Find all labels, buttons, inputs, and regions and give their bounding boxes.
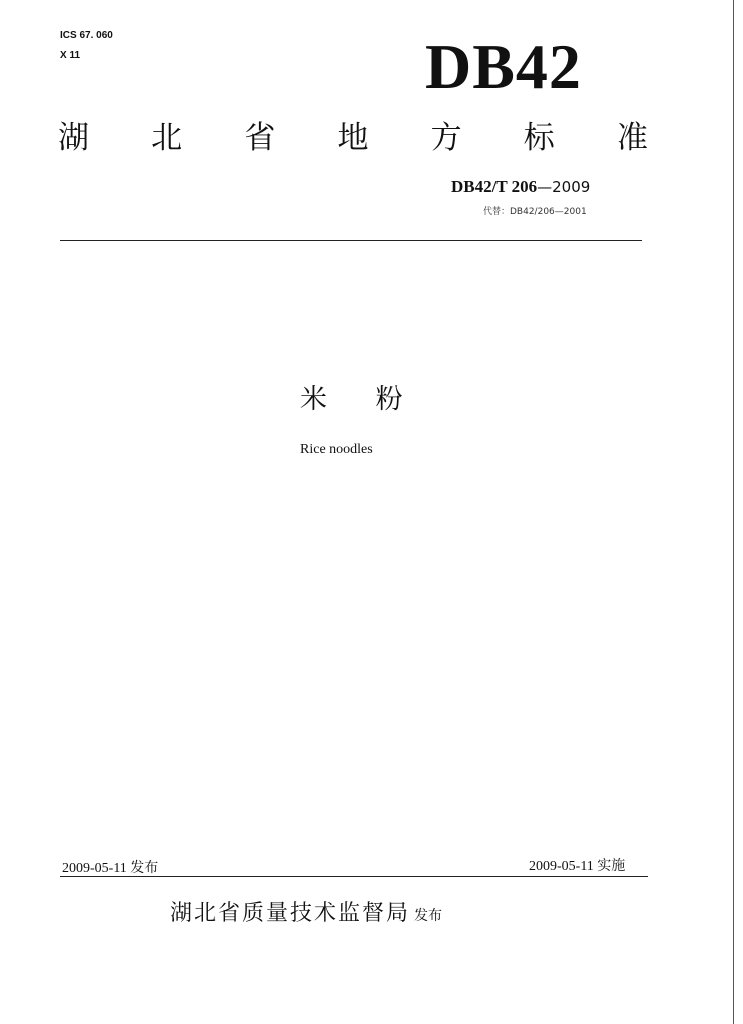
standard-number-year: —2009 (537, 178, 591, 196)
classification-code: X 11 (60, 50, 81, 61)
standard-type-heading (58, 118, 648, 158)
heading-char: 北 (151, 120, 183, 156)
heading-char: 湖 (58, 120, 89, 156)
issuer-name: 湖北省质量技术监督局 (170, 901, 411, 926)
footer-divider (60, 876, 648, 877)
issuing-authority (170, 896, 442, 927)
heading-char: 准 (616, 120, 648, 156)
implementation-date: 2009-05-11 实施 (529, 859, 626, 874)
issue-date: 2009-05-11 发布 (62, 861, 159, 876)
standard-number (451, 177, 590, 197)
issuer-suffix: 发布 (414, 908, 443, 924)
document-title-english: Rice noodles (300, 442, 373, 457)
heading-char: 标 (523, 120, 555, 156)
standard-number-prefix: DB42/T 206 (451, 177, 538, 196)
replaces-note: 代替：DB42/206—2001 (483, 207, 587, 217)
heading-char: 地 (337, 120, 369, 156)
heading-char: 省 (244, 120, 276, 156)
page-edge-line (733, 0, 734, 1024)
heading-char: 方 (430, 120, 462, 156)
db-code-logo: DB42 (425, 31, 582, 102)
ics-code: ICS 67. 060 (60, 30, 113, 41)
header-divider (60, 240, 642, 241)
document-title: 米 粉 (300, 384, 423, 415)
